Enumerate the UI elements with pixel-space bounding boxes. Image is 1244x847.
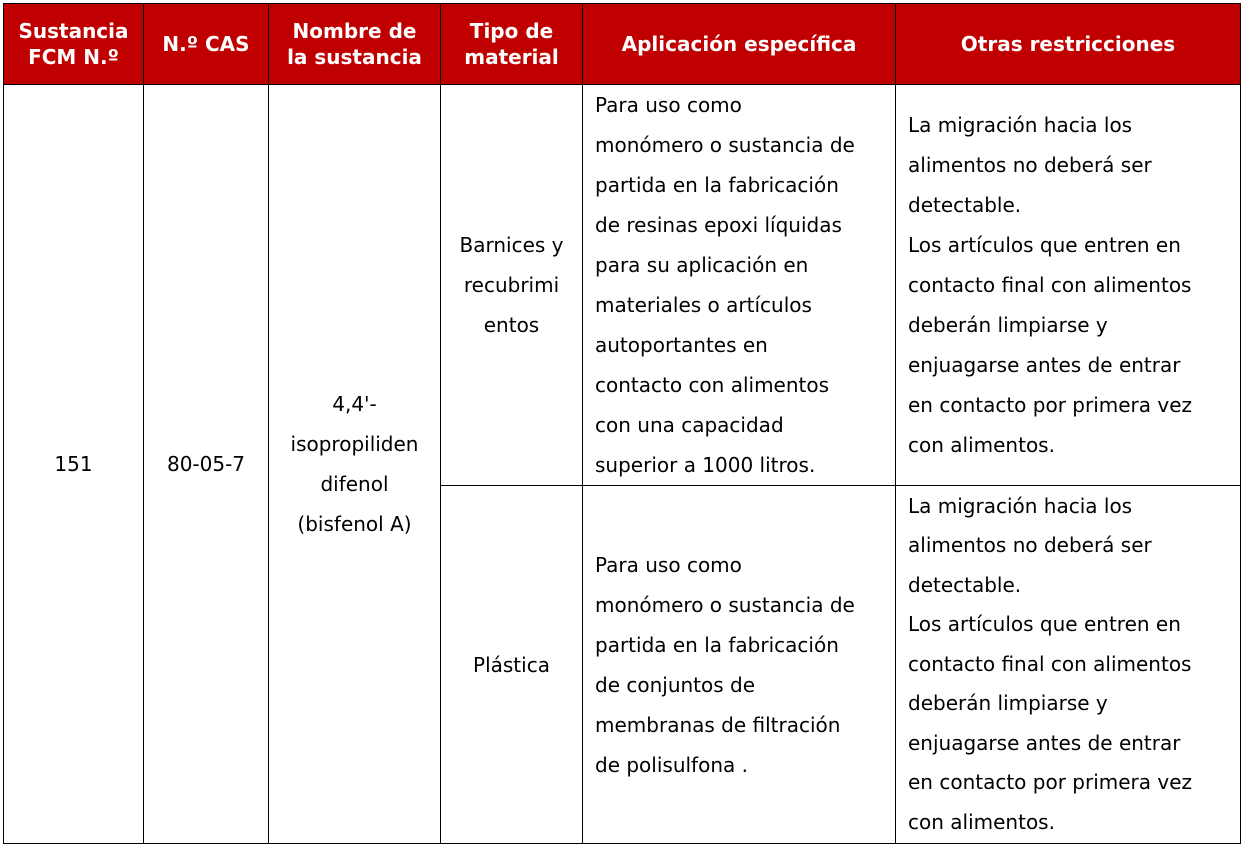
application-line: de resinas epoxi líquidas — [595, 213, 842, 237]
fcm-number: 151 — [54, 452, 93, 476]
header-line: Nombre de — [292, 19, 417, 43]
material-type-line: recubrimi — [463, 273, 560, 297]
application-line: membranas de filtración — [595, 712, 841, 737]
restriction-line: alimentos no deberá ser — [908, 153, 1152, 177]
application-line: partida en la fabricación — [595, 173, 839, 197]
header-cas-number — [144, 4, 269, 85]
application-line: con una capacidad — [595, 413, 784, 437]
restriction-line: La migración hacia los — [908, 113, 1133, 137]
table-row — [4, 85, 1241, 486]
application-line: monómero o sustancia de — [595, 133, 855, 157]
application-line: para su aplicación en — [595, 253, 809, 277]
restriction-line: con alimentos. — [908, 433, 1055, 457]
application-cell — [583, 85, 896, 486]
restriction-line: alimentos no deberá ser — [908, 533, 1152, 558]
restriction-line: Los artículos que entren en — [908, 612, 1181, 637]
restriction-line: enjuagarse antes de entrar — [908, 353, 1181, 377]
restriction-line: con alimentos. — [908, 809, 1055, 834]
header-line: N.º CAS — [162, 32, 250, 56]
header-substance-name — [269, 4, 441, 85]
cas-number-cell — [144, 85, 269, 844]
restriction-line: enjuagarse antes de entrar — [908, 730, 1181, 755]
header-line: Otras restricciones — [960, 32, 1176, 56]
restriction-line: contacto final con alimentos — [908, 651, 1192, 676]
header-line: Sustancia — [18, 19, 129, 43]
substance-name-line: (bisfenol A) — [297, 512, 412, 536]
substance-name-cell — [269, 85, 441, 844]
header-other-restrictions — [896, 4, 1241, 85]
application-line: materiales o artículos — [595, 293, 812, 317]
restriction-line: Los artículos que entren en — [908, 233, 1181, 257]
material-type-cell — [441, 486, 583, 844]
substance-name-line: isopropiliden — [290, 432, 419, 456]
header-line: Tipo de — [469, 19, 554, 43]
application-line: de conjuntos de — [595, 672, 756, 697]
application-cell — [583, 486, 896, 844]
application-line: contacto con alimentos — [595, 373, 830, 397]
substance-name-line: difenol — [320, 472, 389, 496]
header-line: material — [464, 45, 559, 69]
header-fcm-number — [4, 4, 144, 85]
material-type-cell — [441, 85, 583, 486]
restriction-line: deberán limpiarse y — [908, 313, 1108, 337]
restriction-line: detectable. — [908, 193, 1022, 217]
application-line: autoportantes en — [595, 333, 768, 357]
restriction-line: en contacto por primera vez — [908, 770, 1193, 795]
header-line: FCM N.º — [28, 45, 119, 69]
header-specific-application — [583, 4, 896, 85]
application-line: partida en la fabricación — [595, 632, 839, 657]
header-line: la sustancia — [287, 45, 422, 69]
header-row — [4, 4, 1241, 85]
fcm-number-cell — [4, 85, 144, 844]
restrictions-cell — [896, 85, 1241, 486]
restriction-line: detectable. — [908, 572, 1022, 597]
material-type-line: Plástica — [473, 652, 550, 677]
restrictions-cell — [896, 486, 1241, 844]
application-line: Para uso como — [595, 552, 742, 577]
material-type-line: Barnices y — [459, 233, 564, 257]
restriction-line: La migración hacia los — [908, 493, 1133, 518]
substance-restrictions-table — [3, 3, 1241, 844]
application-line: de polisulfona . — [595, 752, 748, 777]
restriction-line: en contacto por primera vez — [908, 393, 1193, 417]
header-material-type — [441, 4, 583, 85]
substance-name-line: 4,4'- — [332, 392, 377, 416]
material-type-line: entos — [483, 313, 540, 337]
restriction-line: deberán limpiarse y — [908, 691, 1108, 716]
restriction-line: contacto final con alimentos — [908, 273, 1192, 297]
application-line: superior a 1000 litros. — [595, 453, 816, 477]
application-line: Para uso como — [595, 93, 742, 117]
header-line: Aplicación específica — [621, 32, 857, 56]
cas-number: 80-05-7 — [166, 452, 246, 476]
application-line: monómero o sustancia de — [595, 592, 855, 617]
